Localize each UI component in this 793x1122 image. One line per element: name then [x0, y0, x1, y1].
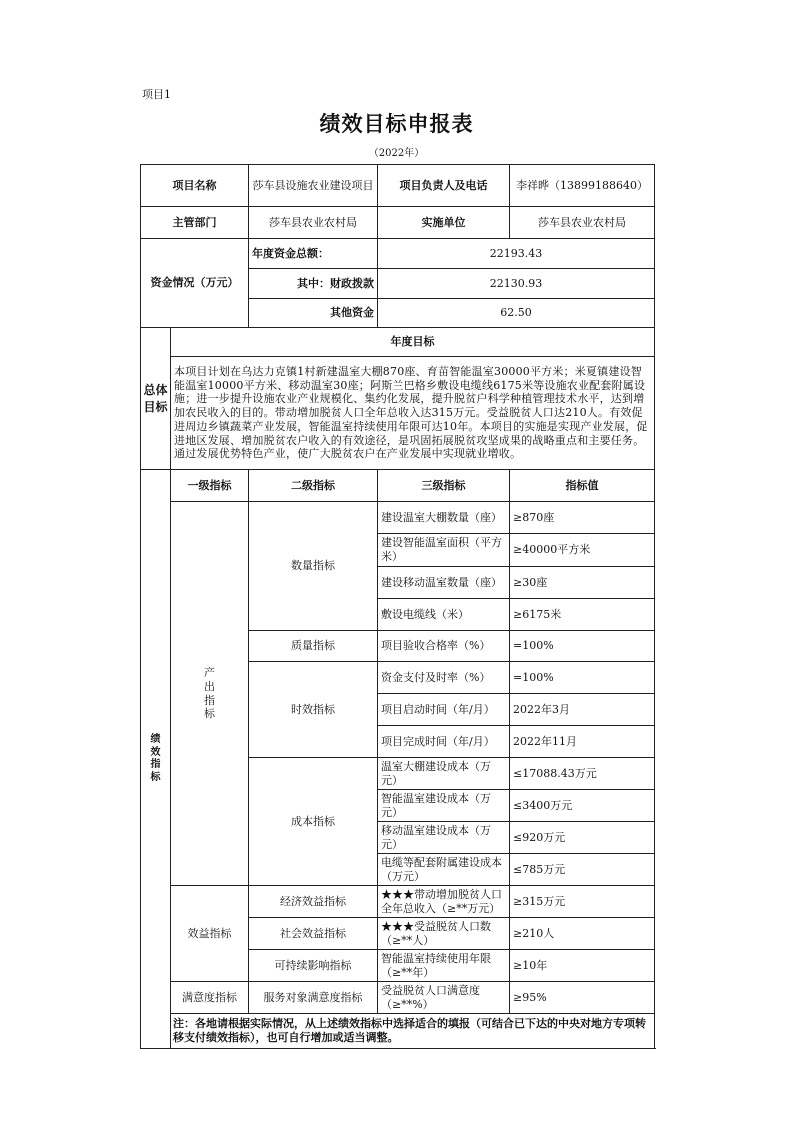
page-title: 绩效目标申报表	[319, 112, 474, 136]
timeliness-indicator-label: 时效指标	[249, 662, 378, 758]
indicator-name: 智能温室建设成本（万元）	[378, 790, 510, 822]
funds-label: 资金情况（万元）	[141, 239, 249, 328]
indicator-value: =100%	[510, 662, 655, 694]
indicator-value: ≥6175米	[510, 599, 655, 631]
indicator-row	[141, 502, 655, 534]
funds-total-label: 年度资金总额：	[249, 239, 378, 269]
annual-goal-header-row	[141, 328, 655, 357]
indicator-header-row	[141, 470, 655, 502]
header-level2: 二级指标	[249, 470, 378, 502]
satisfaction-indicator-label: 满意度指标	[171, 982, 249, 1014]
funds-total-row	[141, 239, 655, 269]
indicator-value: ≥95%	[510, 982, 655, 1014]
indicator-name: 移动温室建设成本（万元）	[378, 822, 510, 854]
header-value: 指标值	[510, 470, 655, 502]
indicator-row	[141, 982, 655, 1014]
project-number-label: 项目1	[142, 88, 171, 101]
quality-indicator-label: 质量指标	[249, 631, 378, 662]
header-level1: 一级指标	[171, 470, 249, 502]
indicator-name: 电缆等配套附属建设成本（万元）	[378, 854, 510, 886]
annual-goal-header: 年度目标	[171, 328, 655, 357]
indicator-row	[141, 886, 655, 918]
funds-other-label: 其他资金	[249, 299, 378, 328]
indicator-name: 项目完成时间（年/月）	[378, 726, 510, 758]
impl-label: 实施单位	[378, 207, 510, 239]
indicator-value: ≤3400万元	[510, 790, 655, 822]
indicators-label-text: 绩效指标	[150, 734, 161, 783]
note-row	[141, 1014, 655, 1049]
indicator-name: 建设温室大棚数量（座）	[378, 502, 510, 534]
leader-value: 李祥晔（13899188640）	[510, 165, 655, 207]
indicator-category: 服务对象满意度指标	[249, 982, 378, 1014]
project-name-row	[141, 165, 655, 207]
indicator-name: 项目启动时间（年/月）	[378, 694, 510, 726]
funds-total-value: 22193.43	[378, 239, 655, 269]
indicator-value: ≥870座	[510, 502, 655, 534]
funds-fiscal-label: 其中：财政拨款	[249, 269, 378, 299]
indicator-value: ≥10年	[510, 950, 655, 982]
performance-goal-form	[140, 164, 655, 1049]
overall-goal-label	[141, 328, 171, 470]
indicator-value: ≤17088.43万元	[510, 758, 655, 790]
indicator-name: ★★★带动增加脱贫人口全年总收入（≥**万元）	[378, 886, 510, 918]
indicator-name: 受益脱贫人口满意度（≥**%）	[378, 982, 510, 1014]
dept-label: 主管部门	[141, 207, 249, 239]
indicator-name: 敷设电缆线（米）	[378, 599, 510, 631]
indicator-value: =100%	[510, 631, 655, 662]
indicator-category: 社会效益指标	[249, 918, 378, 950]
indicator-category: 可持续影响指标	[249, 950, 378, 982]
indicator-value: 2022年3月	[510, 694, 655, 726]
year-label: （2022年）	[368, 148, 425, 159]
annual-goal-row	[141, 357, 655, 470]
indicator-value: ≥315万元	[510, 886, 655, 918]
output-indicator-label-text: 产出指标	[204, 666, 215, 721]
impl-value: 莎车县农业农村局	[510, 207, 655, 239]
indicator-value: ≥30座	[510, 567, 655, 599]
footnote: 注：各地请根据实际情况，从上述绩效指标中选择适合的填报（可结合已下达的中央对地方专项转移支付绩效指标），也可自行增加或适当调整。	[171, 1014, 655, 1049]
benefit-indicator-label: 效益指标	[171, 886, 249, 982]
project-name-value: 莎车县设施农业建设项目	[249, 165, 378, 207]
cost-indicator-label: 成本指标	[249, 758, 378, 886]
indicator-value: ≤785万元	[510, 854, 655, 886]
indicator-value: ≥40000平方米	[510, 534, 655, 567]
indicator-value: ≥210人	[510, 918, 655, 950]
dept-value: 莎车县农业农村局	[249, 207, 378, 239]
funds-other-value: 62.50	[378, 299, 655, 328]
funds-fiscal-value: 22130.93	[378, 269, 655, 299]
indicator-category: 经济效益指标	[249, 886, 378, 918]
indicator-name: 智能温室持续使用年限（≥**年）	[378, 950, 510, 982]
department-row	[141, 207, 655, 239]
indicator-value: 2022年11月	[510, 726, 655, 758]
header-level3: 三级指标	[378, 470, 510, 502]
indicators-label	[141, 470, 171, 1049]
overall-goal-label-text: 总体目标	[143, 382, 168, 414]
project-name-label: 项目名称	[141, 165, 249, 207]
leader-label: 项目负责人及电话	[378, 165, 510, 207]
indicator-name: 建设智能温室面积（平方米）	[378, 534, 510, 567]
indicator-name: 温室大棚建设成本（万元）	[378, 758, 510, 790]
indicator-name: 资金支付及时率（%）	[378, 662, 510, 694]
indicator-value: ≤920万元	[510, 822, 655, 854]
indicator-name: ★★★受益脱贫人口数（≥**人）	[378, 918, 510, 950]
quantity-indicator-label: 数量指标	[249, 502, 378, 631]
indicator-name: 建设移动温室数量（座）	[378, 567, 510, 599]
annual-goal-text: 本项目计划在乌达力克镇1村新建温室大棚870座、育苗智能温室30000平方米；米夏镇建设智能温室10000平方米、移动温室30座；阿斯兰巴格乡敷设电缆线6175米等设施农业配套附属设施；进一步提升设施农业产业规模化、集约化发展，提升脱贫户科学种植管理技术水平，达到增加农民收入的目的。带动增加脱贫人口全年总收入达315万元。受益脱贫人口达210人。有效促进周边乡镇蔬菜产业发展，智能温室持续使用年限可达10年。本项目的实施是实现产业发展，促进地区发展、增加脱贫农户收入的有效途径，是巩固拓展脱贫攻坚成果的战略重点和主要任务。通过发展优势特色产业，使广大脱贫农户在产业发展中实现就业增收。	[171, 357, 655, 470]
indicator-name: 项目验收合格率（%）	[378, 631, 510, 662]
output-indicator-label	[171, 502, 249, 886]
